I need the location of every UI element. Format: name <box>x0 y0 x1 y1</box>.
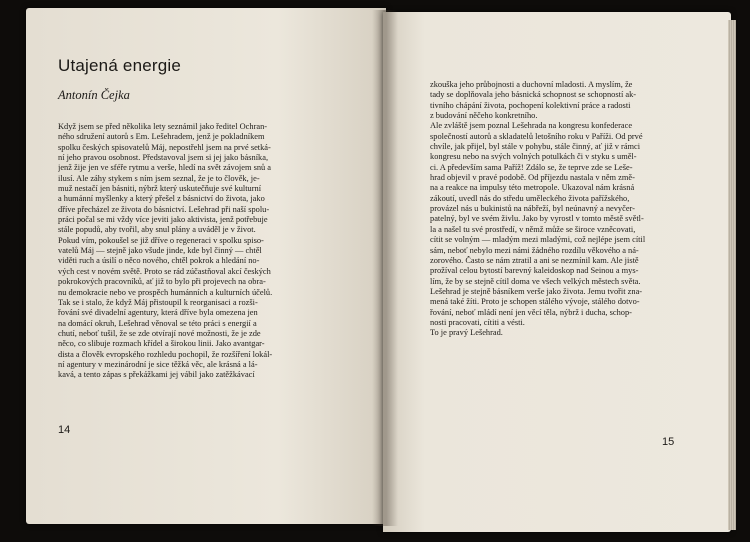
text-line: To je pravý Lešehrad. <box>430 328 503 338</box>
text-line: zákoutí, uvedl nás do středu uměleckého života pařížského, <box>430 193 630 203</box>
text-line: chvíle, jak přijel, byl stále v pohybu, stále činný, ať již v rámci <box>430 142 641 152</box>
text-line: společností autorů a skladatelů letošního roku v Paříži. Od prvé <box>430 131 643 141</box>
text-line: řování své divadelní agentury, která dříve byla omezena jen <box>58 308 258 318</box>
text-line: vých cest v novém světě. Proto se rád zúčastňoval akcí českých <box>58 266 271 276</box>
right-body-text <box>430 80 688 339</box>
text-line: provázel nás u bukinistů na nábřeží, byl neúnavný a nevyčer- <box>430 204 635 214</box>
text-line: Pokud vím, pokoušel se již dříve o regeneraci v spolku spiso- <box>58 235 264 245</box>
page-number-left: 14 <box>58 424 71 436</box>
page-number-right: 15 <box>662 436 675 448</box>
text-line: jenž žije jen ve sféře rytmu a verše, hledí na svět závojem snů a <box>58 163 272 173</box>
text-line: cítit se volným — mladým mezi mladými, což nejlépe jsem cítil <box>430 235 646 245</box>
page-edges <box>728 20 736 530</box>
text-line: dista a člověk evropského rozhledu pochopil, že rozšíření lokál- <box>58 349 273 359</box>
text-line: ci. A především sama Paříž! Zdálo se, že teprve zde se Leše- <box>430 162 633 172</box>
text-line: sám, neboť nebylo mezi námi žádného rozdílu věkového a ná- <box>430 245 639 255</box>
text-line: hrad objevil v pravé podobě. Od příjezdu nastala v něm změ- <box>430 173 635 183</box>
text-line: patelný, byl ve svém živlu. Jako by vyrostl v tomto městě světl- <box>430 214 644 224</box>
text-line: zkouška jeho průbojnosti a duchovní mladosti. A myslím, že <box>430 80 633 89</box>
text-line: kavá, a tento zápas s překážkami jej vábil jako zatěžkávací <box>58 370 255 380</box>
text-line: pokrokových pracovníků, ať již to bylo při projevech na obra- <box>58 277 266 287</box>
text-line: kongresu nebo na svých volných potulkách či v styku s uměl- <box>430 152 637 162</box>
text-line: ného sdružení autorů s Em. Lešehradem, jenž je pokladníkem <box>58 132 265 142</box>
text-line: tady se doplňovala jeho básnická schopnost se schopností ak- <box>430 90 637 100</box>
text-line: Když jsem se před několika lety seznámil jako ředitel Ochran- <box>58 122 268 131</box>
text-line: nosti pracovati, cítiti a vésti. <box>430 317 525 327</box>
text-line: tivního chápání života, pochopení kolektivní práce a radosti <box>430 100 631 110</box>
text-line: la a našel tu své prostředí, v němž může se široce vzněcovati, <box>430 224 636 234</box>
text-line: řování, neboť mládí není jen věcí těla, nýbrž i ducha, schop- <box>430 307 632 317</box>
text-line: spolku českých spisovatelů Máj, nepostřehl jsem na prvé setká- <box>58 142 271 152</box>
text-line: z budování něčeho konkretního. <box>430 111 538 121</box>
text-line: na a reakce na impulsy této metropole. Ukazoval nám krásná <box>430 183 635 193</box>
text-line: ní agentury v mezinárodní je sice těžká věc, ale krásná a lá- <box>58 359 258 369</box>
text-line: prožíval celou bytostí barevný kaleidoskop nad Seinou a mys- <box>430 266 639 276</box>
article-author: Antonín Čejka <box>58 88 130 102</box>
text-line: lím, že by se stejně cítil doma ve všech velkých městech světa. <box>430 276 641 286</box>
text-line: něco, co slibuje rozmach křídel a širokou linii. Jako avantgar- <box>58 339 265 349</box>
text-line: stále popudů, aby tvořil, aby snul plány a uváděl je v život. <box>58 225 256 235</box>
text-line: dříve přecházel ze života do básnictví. Lešehrad při naší spolu- <box>58 204 270 214</box>
text-line: viděti ruch a úsilí o něco nového, chtěl pokrok a hledání no- <box>58 256 260 266</box>
text-line: vatelů Máj — stejně jako všude jinde, kde byl činný — chtěl <box>58 246 262 256</box>
text-line: Lešehrad je stejně básníkem verše jako života. Jemu tvořit zna- <box>430 286 643 296</box>
text-line: ilusí. Ale záhy stykem s ním jsem seznal, že je to člověk, je- <box>58 173 260 183</box>
text-line: zorového. Často se nám ztratil a ani se nezmínil kam. Ale jistě <box>430 255 639 265</box>
article-title: Utajená energie <box>58 56 182 75</box>
text-line: muž nestačí jen básniti, nýbrž který uskutečňuje své kulturní <box>58 184 262 194</box>
text-line: práci počal se mi vždy více jeviti jako aktivista, jenž potřebuje <box>58 215 268 225</box>
text-line: nu demokracie nebo ve prospěch humánních a kulturních účelů. <box>58 287 273 297</box>
left-body-text <box>58 122 346 381</box>
text-line: Tak se i stalo, že když Máj přistoupil k reorganisaci a rozši- <box>58 297 258 307</box>
text-line: chutí, neboť tušil, že se zde otvírají nové možnosti, že je zde <box>58 328 261 338</box>
text-line: Ale zvláště jsem poznal Lešehrada na kongresu konfederace <box>430 121 633 131</box>
text-line: na domácí okruh, Lešehrad věnoval se této práci s energií a <box>58 318 257 328</box>
text-line: mená také žíti. Proto je schopen stálého vývoje, stálého dotvo- <box>430 297 640 307</box>
text-line: a humánní myšlenky a který přešel z básnictví do života, jako <box>58 194 265 204</box>
text-line: ní jeho pravou osobnost. Představoval jsem si jej jako básníka, <box>58 153 269 163</box>
